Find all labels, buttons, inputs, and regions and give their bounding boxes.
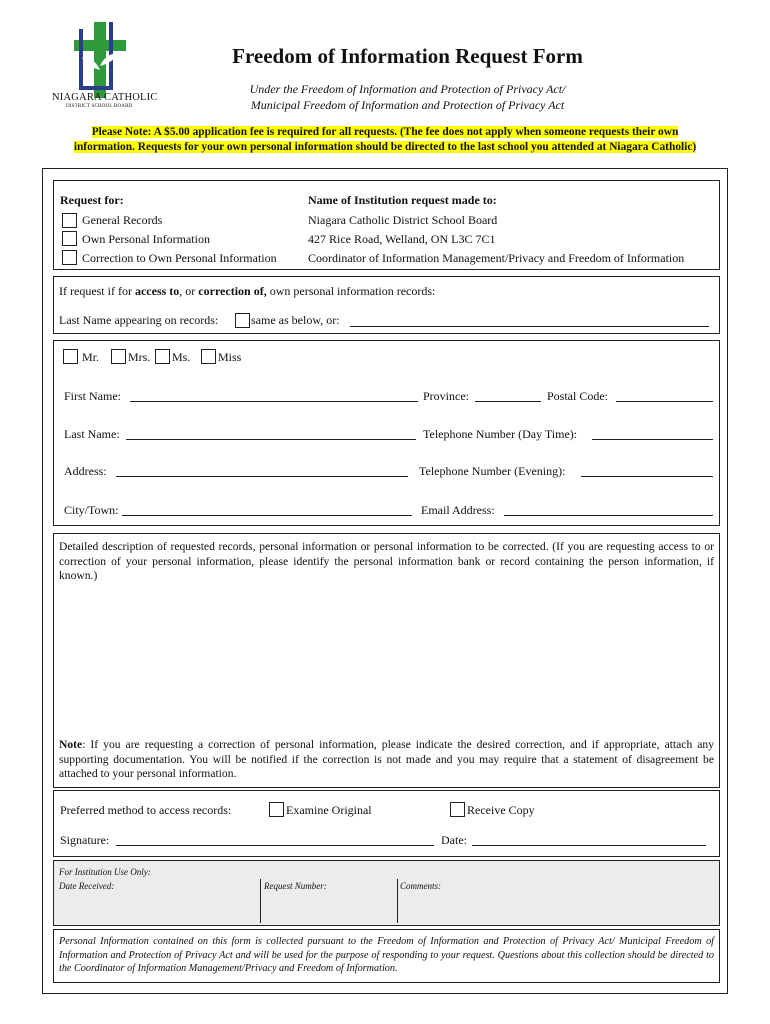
general-records-checkbox[interactable] [62,213,77,228]
miss-label: Miss [218,350,242,364]
personal-records-instruction: If request if for access to, or correction of, own personal information records: [59,284,436,298]
privacy-notice-text: Personal Information contained on this form is collected pursuant to the Freedom of Information and Protection of Privacy Act/ Municipal Freedom of Information and Protection of Privacy Act and will be used for the purpose of responding to your request. Questions about this collection should be directed to the Coordinator of Information Management/Privacy and Freedom of Information. [59,936,714,974]
receive-copy-checkbox[interactable] [450,802,465,817]
same-as-below-label: same as below, or: [251,313,340,327]
request-section [53,180,720,270]
preferred-method-label: Preferred method to access records: [60,803,232,817]
form-title: Freedom of Information Request Form [232,44,583,68]
examine-original-label: Examine Original [286,803,372,817]
tel-day-label: Telephone Number (Day Time): [423,427,578,441]
mr-label: Mr. [82,350,100,364]
email-field[interactable] [504,515,713,516]
city-field[interactable] [122,515,412,516]
date-field[interactable] [472,845,706,846]
institution-label: Name of Institution request made to: [308,193,497,207]
personal-records-section [53,276,720,334]
own-personal-info-label: Own Personal Information [82,232,210,246]
correction-label: Correction to Own Personal Information [82,251,277,265]
logo-name-line2: DISTRICT SCHOOL BOARD [66,104,133,109]
miss-checkbox[interactable] [201,349,216,364]
date-received-label: Date Received: [59,881,115,891]
correction-note: Note: If you are requesting a correction of personal information, please indicate the desired correction, and if appropriate, attach any supporting documentation. You will be notified if the correction is not made and you may require that a statement of disagreement be attached to your personal information. [59,738,714,780]
institution-use-title: For Institution Use Only: [59,867,151,877]
fee-note-line1: Please Note: A $5.00 application fee is required for all requests. (The fee does not apply when someone requests their own [91,126,679,138]
request-number-label: Request Number: [264,881,327,891]
ms-checkbox[interactable] [155,349,170,364]
signature-field[interactable] [116,845,434,846]
description-section[interactable] [53,533,720,788]
mrs-checkbox[interactable] [111,349,126,364]
tel-day-field[interactable] [592,439,713,440]
city-label: City/Town: [64,503,119,517]
address-label: Address: [64,464,107,478]
last-name-label: Last Name: [64,427,120,441]
request-for-label: Request for: [60,193,124,207]
mr-checkbox[interactable] [63,349,78,364]
divider [397,879,398,923]
subtitle-act-2: Municipal Freedom of Information and Protection of Privacy Act [250,98,565,112]
fee-note [0,125,770,155]
correction-checkbox[interactable] [62,250,77,265]
logo-name-line1: NIAGARA CATHOLIC [52,92,158,103]
ms-label: Ms. [172,350,191,364]
comments-label: Comments: [400,881,441,891]
fee-note-line2: information. Requests for your own personal information should be directed to the last school you attended at Niagara Catholic) [73,141,697,153]
email-label: Email Address: [421,503,495,517]
subtitle-act-1: Under the Freedom of Information and Protection of Privacy Act/ [249,82,566,96]
records-last-name-field[interactable] [350,326,709,327]
institution-address: 427 Rice Road, Welland, ON L3C 7C1 [308,232,496,246]
province-field[interactable] [475,401,541,402]
institution-use-section [53,860,720,926]
tel-evening-label: Telephone Number (Evening): [419,464,566,478]
last-name-field[interactable] [126,439,416,440]
access-section [53,790,720,857]
applicant-section [53,340,720,526]
institution-name: Niagara Catholic District School Board [308,213,498,227]
last-name-records-label: Last Name appearing on records: [59,313,219,327]
province-label: Province: [423,389,469,403]
address-field[interactable] [116,476,408,477]
divider [260,879,261,923]
date-label: Date: [441,833,467,847]
own-personal-info-checkbox[interactable] [62,231,77,246]
privacy-notice-section [53,929,720,983]
receive-copy-label: Receive Copy [467,803,535,817]
same-as-below-checkbox[interactable] [235,313,250,328]
tel-evening-field[interactable] [581,476,713,477]
examine-original-checkbox[interactable] [269,802,284,817]
postal-code-field[interactable] [616,401,713,402]
signature-label: Signature: [60,833,110,847]
institution-coordinator: Coordinator of Information Management/Privacy and Freedom of Information [308,251,685,265]
first-name-field[interactable] [130,401,418,402]
first-name-label: First Name: [64,389,121,403]
description-instruction: Detailed description of requested records, personal information or personal information to be corrected. (If you are requesting access to or correction of your personal information, please identify the personal information bank or record containing the person information, if known.) [59,540,714,582]
postal-code-label: Postal Code: [547,389,609,403]
mrs-label: Mrs. [128,350,151,364]
general-records-label: General Records [82,213,163,227]
